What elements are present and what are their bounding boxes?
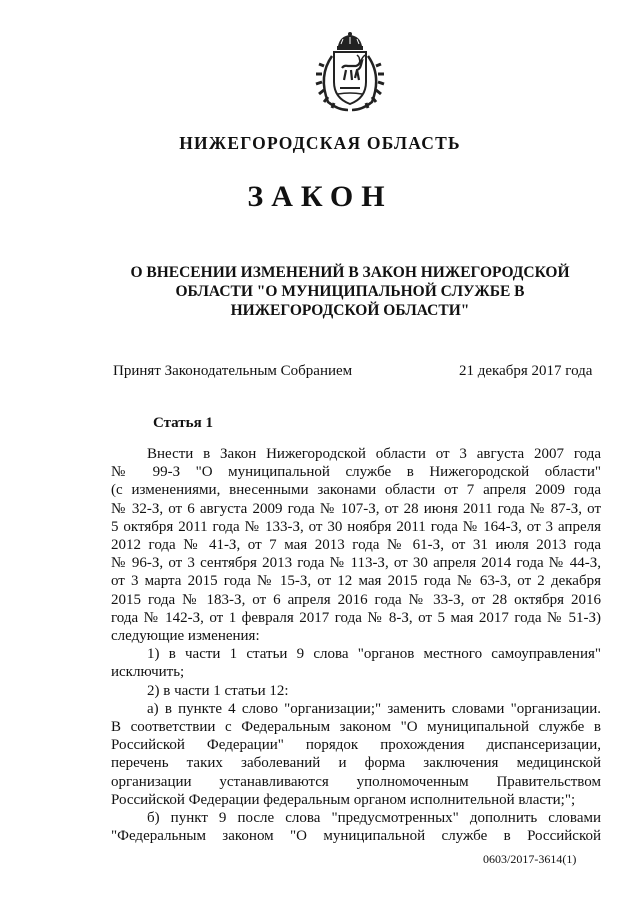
document-type: ЗАКОН: [247, 180, 393, 213]
text-line: исключить;: [111, 664, 185, 681]
law-title: [120, 263, 580, 320]
text-line: от 3 марта 2015 года № 15-З, от 12 мая 2015 года № 63-З, от 2 декабря: [111, 573, 601, 590]
article-body: [111, 445, 601, 845]
law-title-line: ОБЛАСТИ "О МУНИЦИПАЛЬНОЙ СЛУЖБЕ В: [175, 283, 525, 300]
adoption-date: 21 декабря 2017 года: [459, 363, 593, 379]
text-line: 5 октября 2011 года № 133-З, от 30 ноября 2011 года № 164-З, от 3 апреля: [111, 518, 601, 535]
text-line: б) пункт 9 после слова "предусмотренных" дополнить словами: [147, 810, 601, 827]
text-line: перечень таких заболеваний и форма заключения медицинской: [111, 755, 601, 772]
text-line: 2) в части 1 статьи 12:: [147, 682, 289, 699]
text-line: В соответствии с Федеральным законом "О муниципальной службе в: [111, 719, 601, 736]
text-line: организации устанавливаются уполномоченным Правительством: [111, 773, 601, 790]
text-line: года № 142-З, от 1 февраля 2017 года № 8-З, от 5 мая 2017 года № 51-З): [111, 609, 601, 626]
text-line: Российской Федерации" порядок прохождения диспансеризации,: [111, 737, 601, 754]
text-line: Внести в Закон Нижегородской области от 3 августа 2007 года: [147, 446, 601, 462]
amendment-item-2a: [111, 700, 601, 809]
text-line: "Федеральным законом "О муниципальной службе в Российской: [111, 828, 601, 845]
region-name: НИЖЕГОРОДСКАЯ ОБЛАСТЬ: [179, 133, 461, 153]
coat-of-arms-icon: [310, 32, 390, 114]
law-title-line: НИЖЕГОРОДСКОЙ ОБЛАСТИ": [230, 302, 470, 319]
article-intro: [111, 445, 601, 645]
text-line: № 32-З, от 6 августа 2009 года № 107-З, от 28 июня 2011 года № 87-З, от: [111, 500, 601, 517]
text-line: 2015 года № 183-З, от 6 апреля 2016 года № 33-З, от 28 октября 2016: [111, 591, 601, 608]
amendment-item-1: [111, 645, 601, 681]
document-code: 0603/2017-3614(1): [483, 852, 577, 866]
text-line: (с изменениями, внесенными законами области от 7 апреля 2009 года: [111, 482, 601, 499]
adoption-label: Принят Законодательным Собранием: [113, 363, 353, 379]
text-line: № 99-З "О муниципальной службе в Нижегородской области": [111, 464, 601, 481]
text-line: 1) в части 1 статьи 9 слова "органов местного самоуправления": [147, 646, 601, 663]
article-heading: Статья 1: [153, 415, 213, 431]
amendment-item-2b: [111, 809, 601, 845]
law-title-line: О ВНЕСЕНИИ ИЗМЕНЕНИЙ В ЗАКОН НИЖЕГОРОДСКОЙ: [130, 264, 570, 281]
text-line: 2012 года № 41-З, от 7 мая 2013 года № 61-З, от 31 июля 2013 года: [111, 537, 601, 554]
text-line: № 96-З, от 3 сентября 2013 года № 113-З, от 30 апреля 2014 года № 44-З,: [111, 555, 601, 572]
amendment-item-2: [111, 682, 601, 700]
text-line: а) в пункте 4 слово "организации;" заменить словами "организации.: [147, 700, 601, 717]
text-line: следующие изменения:: [111, 628, 260, 645]
text-line: Российской Федерации федеральным органом исполнительной власти;";: [111, 791, 576, 808]
